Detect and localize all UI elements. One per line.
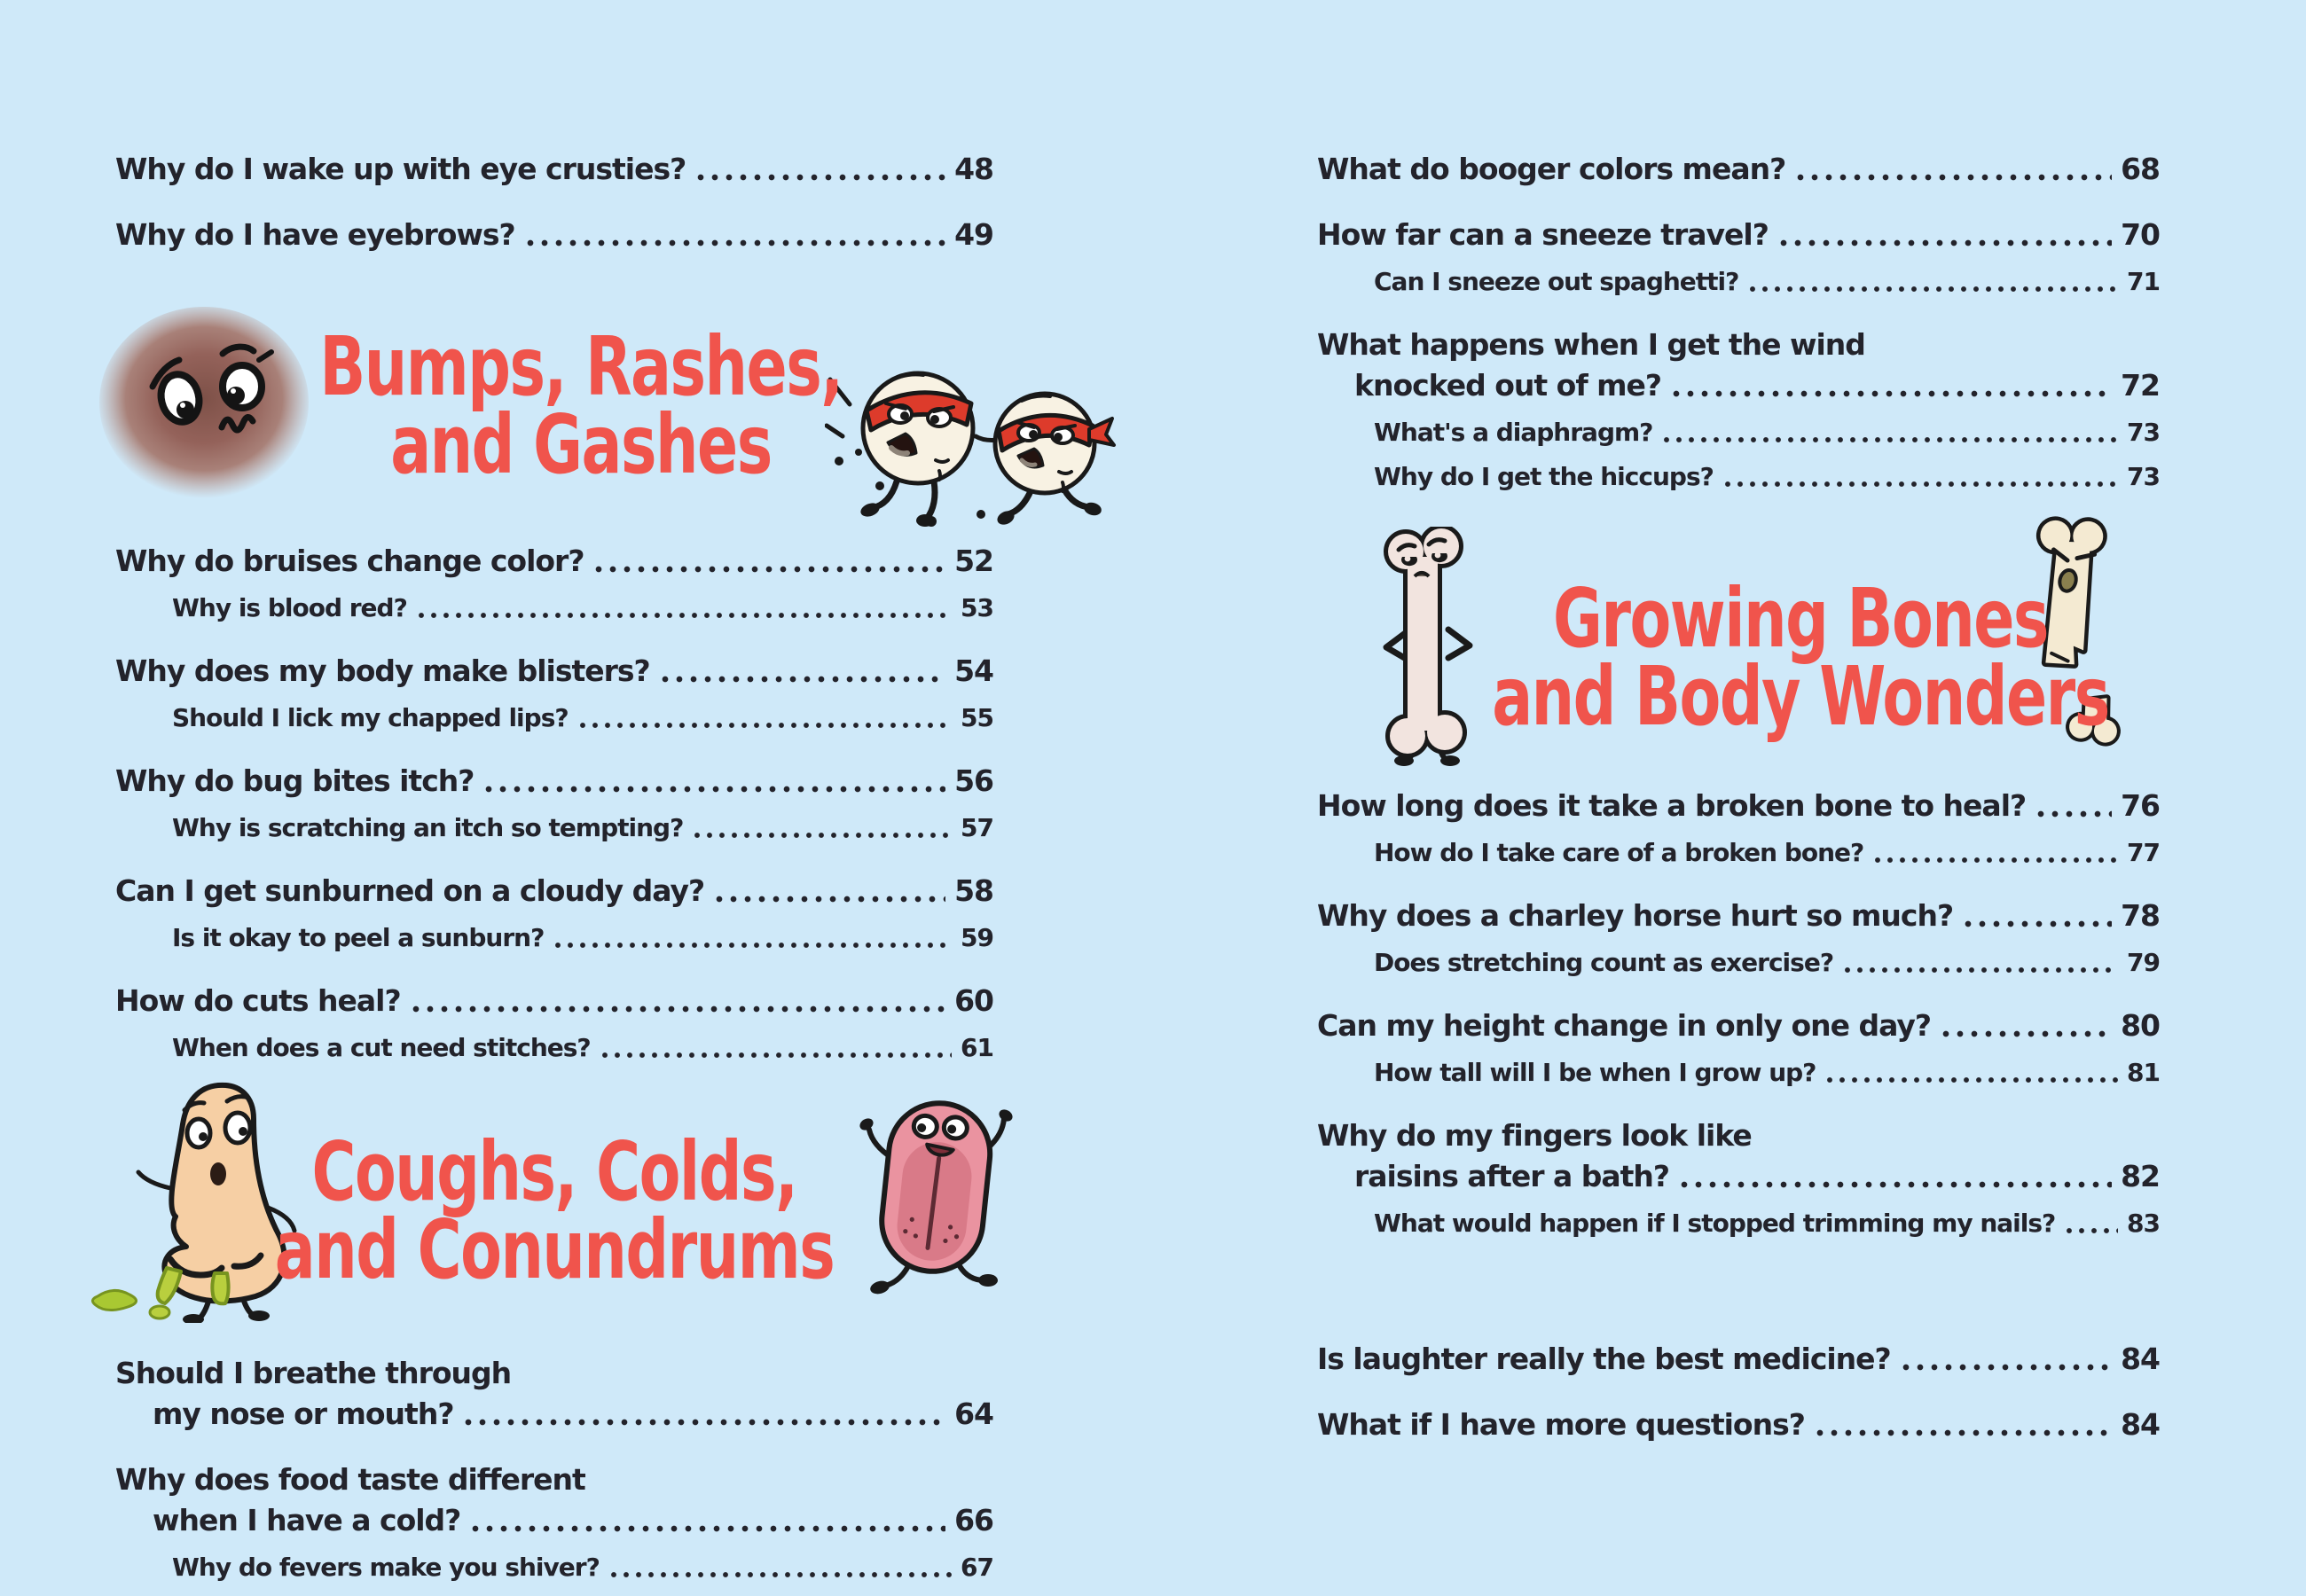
dot-leader [524, 238, 945, 248]
toc-entry [115, 981, 993, 1021]
entry-leader-line [1317, 1339, 2160, 1380]
entry-page-number: 67 [961, 1553, 993, 1582]
entry-label: Why does my body make blisters? [115, 653, 650, 688]
entry-page-number: 60 [954, 983, 993, 1018]
toc-entry [115, 149, 993, 190]
section-title-coughs [230, 1124, 880, 1297]
toc-entry [115, 920, 993, 956]
dot-leader [694, 172, 945, 183]
toc-entry [115, 761, 993, 802]
dot-leader [1872, 856, 2118, 864]
section-heading-bumps-rashes-gashes [115, 298, 993, 498]
toc-entry [1317, 1206, 2160, 1241]
entry-leader-line [172, 810, 993, 846]
toc-entry [1317, 1055, 2160, 1091]
section-title-line2: and Conundrums [274, 1202, 835, 1297]
toc-entry [1317, 1404, 2160, 1445]
entry-page-number: 83 [2127, 1209, 2160, 1238]
dot-leader [1777, 238, 2112, 248]
entry-leader-line [1374, 1055, 2160, 1091]
entry-label: Does stretching count as exercise? [1374, 948, 1834, 977]
dot-leader [482, 784, 945, 794]
entry-page-number: 77 [2127, 838, 2160, 867]
entry-leader-line [1374, 1206, 2160, 1241]
entry-label: What's a diaphragm? [1374, 418, 1653, 447]
dot-leader [1824, 1076, 2118, 1084]
entry-page-number: 48 [954, 152, 993, 186]
entry-page-number: 80 [2121, 1008, 2160, 1043]
toc-entry [115, 700, 993, 736]
toc-entry [115, 1030, 993, 1066]
dot-leader [1661, 435, 2118, 444]
dot-leader [2064, 1226, 2118, 1235]
entry-label: How long does it take a broken bone to heal? [1317, 788, 2027, 823]
entry-leader-line [172, 1030, 993, 1066]
toc-entry [1317, 459, 2160, 495]
entry-leader-line [1317, 149, 2160, 190]
entry-page-number: 52 [954, 544, 993, 578]
entry-page-number: 66 [954, 1503, 993, 1537]
section-title-line2: and Body Wonders [1492, 649, 2109, 744]
entry-label: Why is blood red? [172, 593, 407, 622]
dot-leader [659, 674, 945, 685]
toc-entry [1317, 215, 2160, 255]
toc-entry [115, 1353, 993, 1435]
entry-page-number: 78 [2121, 898, 2160, 933]
section-title-bumps [256, 319, 906, 492]
entry-leader-line [115, 1394, 993, 1435]
entry-page-number: 73 [2127, 418, 2160, 447]
toc-entry [1317, 786, 2160, 826]
entry-page-number: 84 [2121, 1407, 2160, 1442]
dot-leader [1678, 1179, 2112, 1190]
dot-leader [416, 611, 952, 620]
dot-leader [1670, 388, 2112, 399]
entry-leader-line [1317, 1005, 2160, 1046]
entry-label: Should I lick my chapped lips? [172, 703, 569, 732]
entry-leader-line [1317, 215, 2160, 255]
dot-leader [1962, 919, 2112, 929]
dot-leader [600, 1051, 952, 1060]
dot-leader [1900, 1362, 2112, 1373]
entry-page-number: 55 [961, 703, 993, 732]
dot-leader [1940, 1029, 2112, 1039]
toc-entry [115, 591, 993, 626]
dot-leader [1747, 285, 2118, 293]
entry-leader-line [1317, 786, 2160, 826]
table-of-contents-left-page [115, 124, 993, 1585]
entry-page-number: 64 [954, 1396, 993, 1431]
entry-leader-line [172, 920, 993, 956]
entry-leader-line [1374, 459, 2160, 495]
dot-leader [577, 721, 952, 730]
entry-page-number: 81 [2127, 1058, 2160, 1087]
entry-label: Why do I have eyebrows? [115, 217, 515, 252]
toc-entry [1317, 945, 2160, 981]
dot-leader [2035, 809, 2112, 819]
toc-entry [1317, 896, 2160, 936]
entry-page-number: 53 [961, 593, 993, 622]
entry-page-number: 57 [961, 813, 993, 842]
section-title-line1: Bumps, Rashes, [319, 319, 843, 414]
entry-page-number: 54 [954, 653, 993, 688]
section-title-line1: Coughs, Colds, [311, 1124, 797, 1219]
toc-entry [1317, 325, 2160, 406]
toc-list-coughs [115, 1310, 993, 1585]
entry-label: Can my height change in only one day? [1317, 1008, 1932, 1043]
toc-entry [1317, 149, 2160, 190]
entry-leader-line [1374, 415, 2160, 450]
entry-label: Can I sneeze out spaghetti? [1374, 267, 1739, 296]
entry-page-number: 76 [2121, 788, 2160, 823]
section-heading-growing-bones [1317, 521, 2160, 744]
entry-page-number: 82 [2121, 1159, 2160, 1193]
standing-bone-character-illustration [1363, 527, 1496, 770]
toc-list-left-intro [115, 149, 993, 255]
dot-leader [608, 1570, 952, 1579]
entry-label: When does a cut need stitches? [172, 1033, 591, 1062]
section-title-bones [1489, 571, 2113, 744]
dot-leader [1842, 966, 2118, 974]
entry-label: my nose or mouth? [153, 1396, 454, 1431]
entry-label: Why do I wake up with eye crusties? [115, 152, 686, 186]
dot-leader [462, 1417, 945, 1428]
entry-page-number: 72 [2121, 368, 2160, 403]
entry-first-line: Why does food taste different [115, 1462, 585, 1497]
entry-leader-line [1317, 1404, 2160, 1445]
entry-label: Can I get sunburned on a cloudy day? [115, 873, 705, 908]
toc-entry [115, 810, 993, 846]
entry-label: What if I have more questions? [1317, 1407, 1805, 1442]
toc-entry [1317, 1339, 2160, 1380]
toc-list-bumps [115, 498, 993, 1066]
toc-entry [1317, 1005, 2160, 1046]
entry-label: raisins after a bath? [1354, 1159, 1670, 1193]
dot-leader [692, 831, 952, 840]
dot-leader [410, 1004, 945, 1014]
dot-leader [592, 564, 945, 575]
entry-label: Why is scratching an itch so tempting? [172, 813, 684, 842]
entry-leader-line [115, 651, 993, 692]
entry-first-line: Should I breathe through [115, 1356, 512, 1390]
toc-entry [115, 651, 993, 692]
entry-label: Why do bug bites itch? [115, 763, 475, 798]
entry-page-number: 79 [2127, 948, 2160, 977]
entry-leader-line [172, 1550, 993, 1585]
toc-entry [1317, 264, 2160, 300]
entry-page-number: 58 [954, 873, 993, 908]
entry-label: Why do I get the hiccups? [1374, 462, 1714, 491]
toc-entry [1317, 835, 2160, 871]
entry-label: Is laughter really the best medicine? [1317, 1342, 1891, 1376]
toc-entry [1317, 1115, 2160, 1197]
entry-leader-line [115, 1500, 993, 1541]
toc-entry [1317, 415, 2160, 450]
entry-page-number: 61 [961, 1033, 993, 1062]
dot-leader [713, 894, 945, 904]
entry-page-number: 71 [2127, 267, 2160, 296]
entry-page-number: 73 [2127, 462, 2160, 491]
entry-page-number: 49 [954, 217, 993, 252]
toc-list-right-outro [1317, 1339, 2160, 1445]
toc-entry [115, 215, 993, 255]
entry-leader-line [115, 981, 993, 1021]
entry-first-line: Why do my fingers look like [1317, 1118, 1752, 1153]
entry-label: Why do fevers make you shiver? [172, 1553, 600, 1582]
dot-leader [553, 941, 952, 950]
toc-entry [115, 1550, 993, 1585]
entry-label: when I have a cold? [153, 1503, 461, 1537]
entry-leader-line [1374, 835, 2160, 871]
entry-leader-line [172, 591, 993, 626]
section-heading-coughs-colds-conundrums [115, 1084, 993, 1310]
entry-leader-line [115, 215, 993, 255]
entry-leader-line [1317, 1156, 2160, 1197]
entry-page-number: 59 [961, 923, 993, 952]
entry-label: Is it okay to peel a sunburn? [172, 923, 545, 952]
toc-entry [115, 1459, 993, 1541]
toc-entry [115, 871, 993, 911]
dot-leader [1794, 172, 2112, 183]
dot-leader [1722, 480, 2118, 489]
entry-label: How do cuts heal? [115, 983, 401, 1018]
entry-leader-line [115, 871, 993, 911]
dot-leader [1814, 1428, 2112, 1438]
entry-label: Why do bruises change color? [115, 544, 584, 578]
entry-leader-line [1317, 896, 2160, 936]
entry-page-number: 68 [2121, 152, 2160, 186]
entry-leader-line [115, 761, 993, 802]
entry-leader-line [1317, 365, 2160, 406]
entry-page-number: 70 [2121, 217, 2160, 252]
section-title-line1: Growing Bones [1553, 571, 2048, 666]
table-of-contents-right-page [1317, 124, 2160, 1445]
entry-leader-line [172, 700, 993, 736]
toc-list-right-intro [1317, 149, 2160, 495]
entry-page-number: 56 [954, 763, 993, 798]
entry-label: How tall will I be when I grow up? [1374, 1058, 1816, 1087]
entry-page-number: 84 [2121, 1342, 2160, 1376]
entry-label: What do booger colors mean? [1317, 152, 1786, 186]
entry-label: What would happen if I stopped trimming my nails? [1374, 1209, 2056, 1238]
entry-label: Why does a charley horse hurt so much? [1317, 898, 1954, 933]
toc-list-bones [1317, 739, 2160, 1241]
entry-label: How do I take care of a broken bone? [1374, 838, 1864, 867]
entry-first-line: What happens when I get the wind [1317, 327, 1865, 362]
entry-leader-line [1374, 264, 2160, 300]
section-title-line2: and Gashes [390, 397, 772, 492]
entry-label: knocked out of me? [1354, 368, 1662, 403]
entry-leader-line [115, 149, 993, 190]
entry-leader-line [1374, 945, 2160, 981]
dot-leader [469, 1523, 945, 1534]
entry-label: How far can a sneeze travel? [1317, 217, 1769, 252]
